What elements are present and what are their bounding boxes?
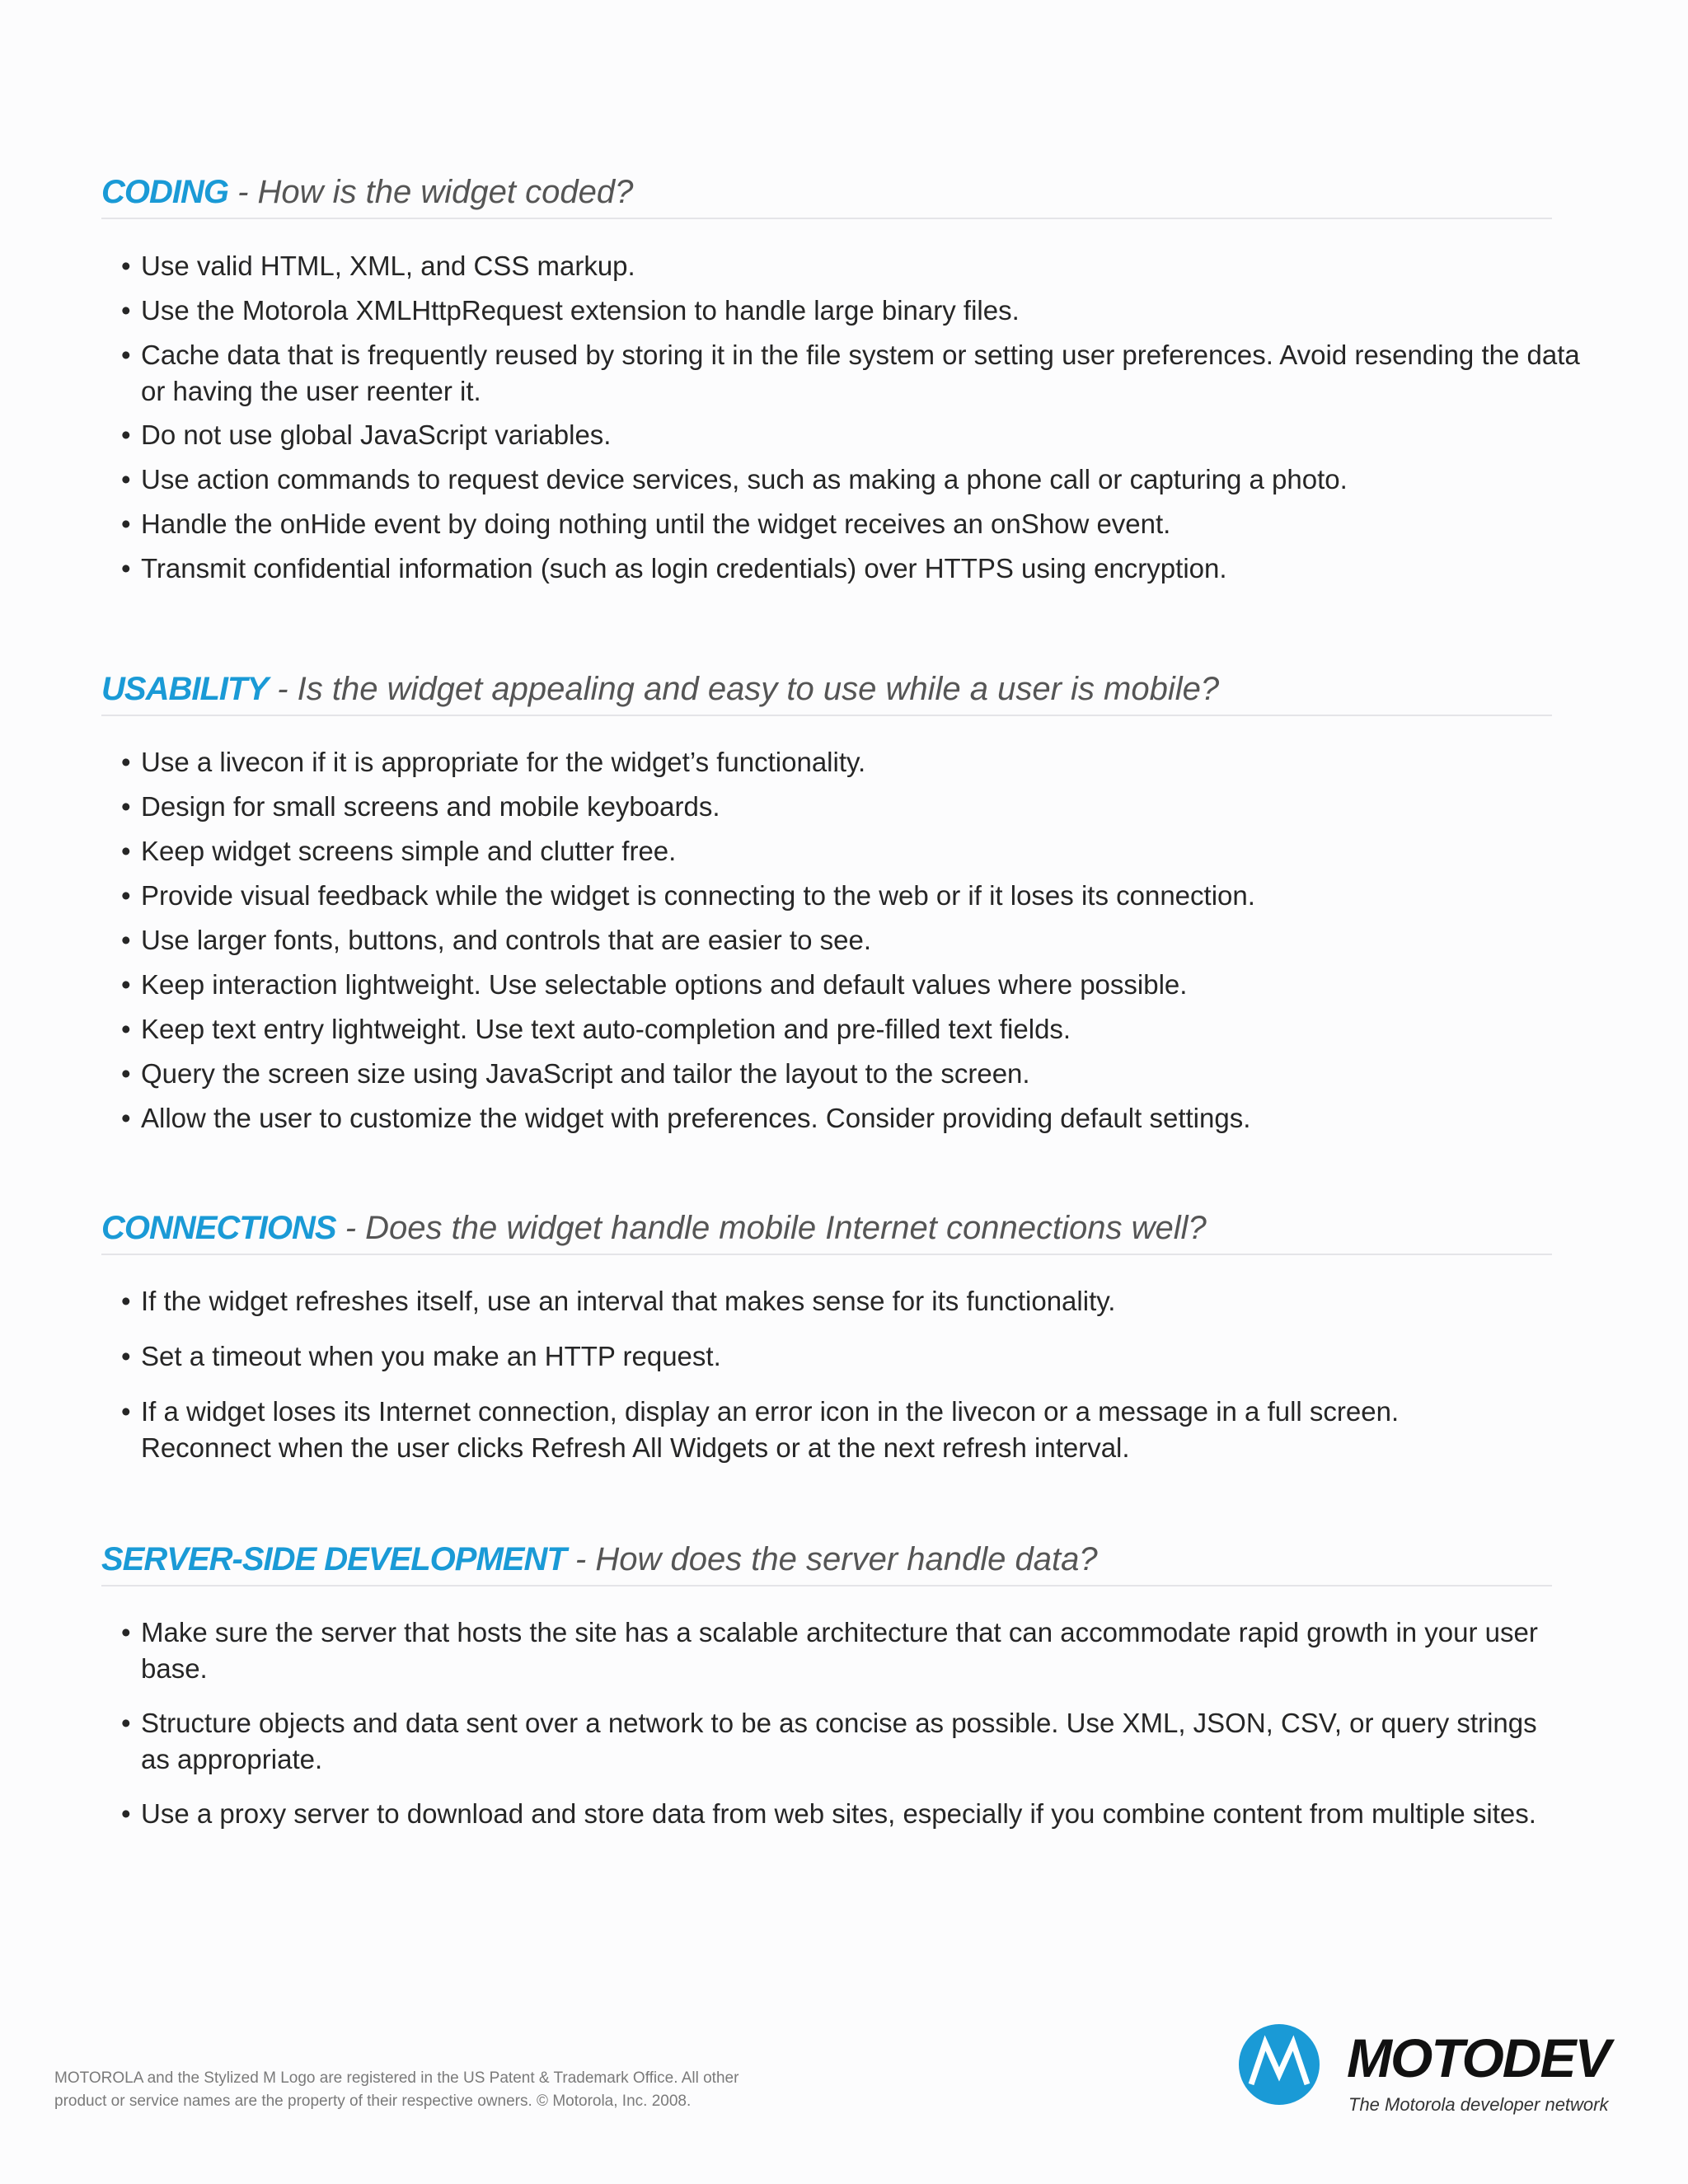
list-item [121, 1394, 1489, 1466]
item-text: Make sure the server that hosts the site has a scalable architecture that can accommodate rapid growth in your user base. [141, 1617, 1538, 1684]
section-question: How does the server handle data? [595, 1541, 1098, 1577]
list-item [121, 293, 1638, 329]
item-text: If the widget refreshes itself, use an interval that makes sense for its functionality. [141, 1286, 1116, 1316]
section-heading [101, 171, 1552, 219]
section-heading [101, 668, 1552, 716]
item-text: Handle the onHide event by doing nothing until the widget receives an onShow event. [141, 509, 1171, 539]
item-text: Allow the user to customize the widget with preferences. Consider providing default settings. [141, 1103, 1251, 1133]
bullet: • [121, 1341, 131, 1371]
item-text: Keep widget screens simple and clutter free. [141, 836, 677, 866]
list-item [121, 1011, 1638, 1047]
bullet: • [121, 880, 131, 911]
legal-notice [54, 2067, 879, 2113]
list-item [121, 506, 1638, 542]
list-item [121, 1338, 1638, 1375]
item-text: Use larger fonts, buttons, and controls that are easier to see. [141, 925, 871, 955]
section-keyword: SERVER-SIDE DEVELOPMENT [101, 1541, 566, 1577]
item-text: Do not use global JavaScript variables. [141, 419, 612, 450]
bullet: • [121, 1617, 131, 1647]
list-item [121, 1100, 1638, 1137]
bullet: • [121, 925, 131, 955]
bullet: • [121, 1396, 131, 1427]
section-server-side [101, 1539, 1552, 1829]
bullet: • [121, 1708, 131, 1738]
section-keyword: CODING [101, 174, 228, 210]
bullet: • [121, 419, 131, 450]
item-text: Use valid HTML, XML, and CSS markup. [141, 251, 635, 281]
bullet: • [121, 509, 131, 539]
bullet: • [121, 747, 131, 777]
list-item [121, 462, 1638, 498]
bullet: • [121, 791, 131, 822]
section-question: How is the widget coded? [257, 174, 634, 210]
section-coding [101, 171, 1580, 583]
list-item [121, 744, 1638, 780]
bullet: • [121, 1798, 131, 1829]
bullet: • [121, 464, 131, 494]
list-item [121, 1796, 1671, 1832]
item-text: If a widget loses its Internet connection, display an error icon in the livecon or a message in a full screen. Reconnect when the user clicks Refresh All Widgets or at the next refresh interval. [141, 1396, 1400, 1463]
section-heading [101, 1207, 1552, 1255]
list-item [121, 878, 1638, 914]
item-text: Query the screen size using JavaScript and tailor the layout to the screen. [141, 1058, 1030, 1089]
item-text: Provide visual feedback while the widget is connecting to the web or if it loses its connection. [141, 880, 1255, 911]
list-item [121, 337, 1605, 410]
item-text: Use a proxy server to download and store data from web sites, especially if you combine content from multiple sites. [141, 1798, 1536, 1829]
section-keyword: USABILITY [101, 671, 269, 707]
list-item [121, 1615, 1605, 1687]
heading-separator: - [268, 671, 298, 707]
item-text: Design for small screens and mobile keyboards. [141, 791, 720, 822]
heading-separator: - [228, 174, 258, 210]
bullet: • [121, 836, 131, 866]
section-connections [101, 1207, 1552, 1463]
item-text: Keep interaction lightweight. Use selectable options and default values where possible. [141, 969, 1188, 1000]
bullet: • [121, 1014, 131, 1044]
section-question: Is the widget appealing and easy to use while a user is mobile? [297, 671, 1220, 707]
legal-line-2: product or service names are the property of their respective owners. © Motorola, Inc. 2008. [54, 2093, 692, 2110]
brand-tagline: The Motorola developer network [1348, 2094, 1609, 2115]
item-text: Use the Motorola XMLHttpRequest extension to handle large binary files. [141, 295, 1020, 326]
list-item [121, 248, 1638, 284]
bullet: • [121, 1058, 131, 1089]
section-usability [101, 668, 1552, 1133]
item-text: Transmit confidential information (such as login credentials) over HTTPS using encryption. [141, 553, 1227, 583]
bullet: • [121, 1103, 131, 1133]
bullet: • [121, 1286, 131, 1316]
list-item [121, 789, 1638, 825]
section-heading [101, 1539, 1552, 1586]
list-item [121, 1056, 1638, 1092]
bullet: • [121, 251, 131, 281]
list-item [121, 967, 1638, 1003]
bullet: • [121, 969, 131, 1000]
bullet: • [121, 553, 131, 583]
item-text: Use action commands to request device services, such as making a phone call or capturing a photo. [141, 464, 1348, 494]
brand-name: MOTODEV [1347, 2027, 1610, 2088]
list-item [121, 417, 1638, 453]
item-text: Structure objects and data sent over a network to be as concise as possible. Use XML, JSON, CSV, or query strings as appropriate. [141, 1708, 1537, 1774]
item-text: Keep text entry lightweight. Use text auto-completion and pre-filled text fields. [141, 1014, 1071, 1044]
list-item [121, 1705, 1572, 1778]
list-item [121, 551, 1638, 587]
legal-line-1: MOTOROLA and the Stylized M Logo are registered in the US Patent & Trademark Office. All other [54, 2069, 739, 2087]
heading-separator: - [335, 1210, 366, 1246]
item-text: Use a livecon if it is appropriate for the widget’s functionality. [141, 747, 866, 777]
bullet: • [121, 295, 131, 326]
section-keyword: CONNECTIONS [101, 1210, 336, 1246]
bullet: • [121, 340, 131, 370]
item-text: Cache data that is frequently reused by storing it in the file system or setting user preferences. Avoid resending the data or having the user reenter it. [141, 340, 1580, 406]
list-item [121, 1283, 1638, 1319]
section-question: Does the widget handle mobile Internet connections well? [365, 1210, 1207, 1246]
list-item [121, 922, 1638, 958]
motorola-logo-icon [1238, 2023, 1320, 2106]
item-text: Set a timeout when you make an HTTP request. [141, 1341, 721, 1371]
list-item [121, 833, 1638, 869]
heading-separator: - [565, 1541, 596, 1577]
